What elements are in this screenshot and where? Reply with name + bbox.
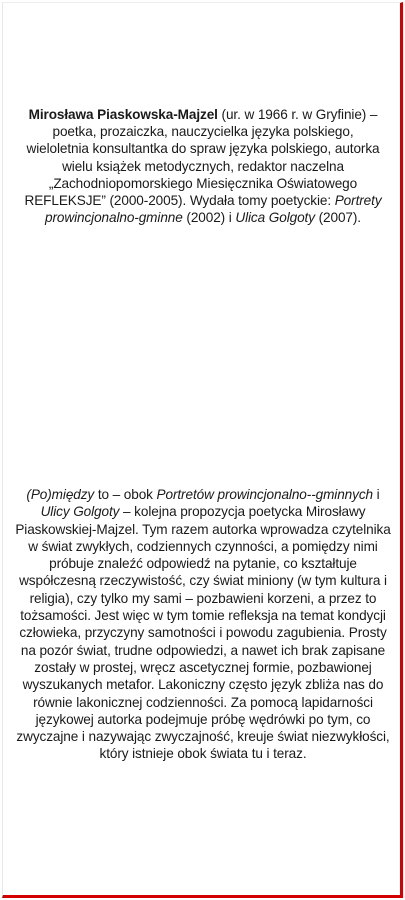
description-text: to – obok xyxy=(94,487,157,502)
author-bio xyxy=(22,106,384,226)
author-bio-text: (ur. w 1966 r. w Gryfinie) – poetka, prozaiczka, nauczycielka języka polskiego, wieloletnia konsultantka do spraw języka polskiego, autorka wielu książek metodycznych, redaktor naczelna „Zachodniopomorskiego Miesięcznika Oświatowego REFLEKSJE” (2000-2005). Wydała tomy poetyckie: xyxy=(24,107,380,209)
author-bio-paragraph xyxy=(22,106,384,226)
book-description-paragraph xyxy=(12,486,394,763)
book-title-ulica: Ulica Golgoty xyxy=(235,210,315,226)
author-bio-text-3: (2007). xyxy=(314,210,361,226)
book-title-ulicy: Ulicy Golgoty xyxy=(40,504,120,520)
book-title-portrety: Portrety prowincjonalno-gminne xyxy=(45,193,382,226)
book-title-portretow: Portretów prowincjonalno--gminnych xyxy=(156,487,373,502)
description-text-2: i xyxy=(373,487,380,502)
author-bio-text-2: (2002) i xyxy=(182,210,236,226)
author-name: Mirosława Piaskowska-Majzel xyxy=(28,107,218,122)
book-title-pomiedzy: (Po)między xyxy=(26,487,95,502)
book-description xyxy=(12,486,394,763)
description-text-3: – kolejna propozycja poetycka Mirosławy Piaskowskiej-Majzel. Tym razem autorka wprowadza czytelnika w świat zwykłych, codziennych czynności, a pomiędzy nimi próbuje znaleźć odpowiedź na pytanie, co kształtuje współczesną rzeczywistość, czy świat miniony (w tym kultura i religia), czy tylko my sami – pozbawieni korzeni, a przez to tożsamości. Jest więc w tym tomie refleksja na temat kondycji człowieka, przyczyny samotności i powodu zagubienia. Prosty na pozór świat, trudne odpowiedzi, a nawet ich brak zapisane zostały w prostej, wręcz ascetycznej formie, pozbawionej wyszukanych metafor. Lakoniczny często język zbliża nas do równie lakonicznej codzienności. Za pomocą lapidarności językowej autorka podejmuje próbę wędrówki po tym, co zwyczajne i nazywając zwyczajność, kreuje świat niezwykłości, który istnieje obok świata tu i teraz. xyxy=(15,504,391,762)
